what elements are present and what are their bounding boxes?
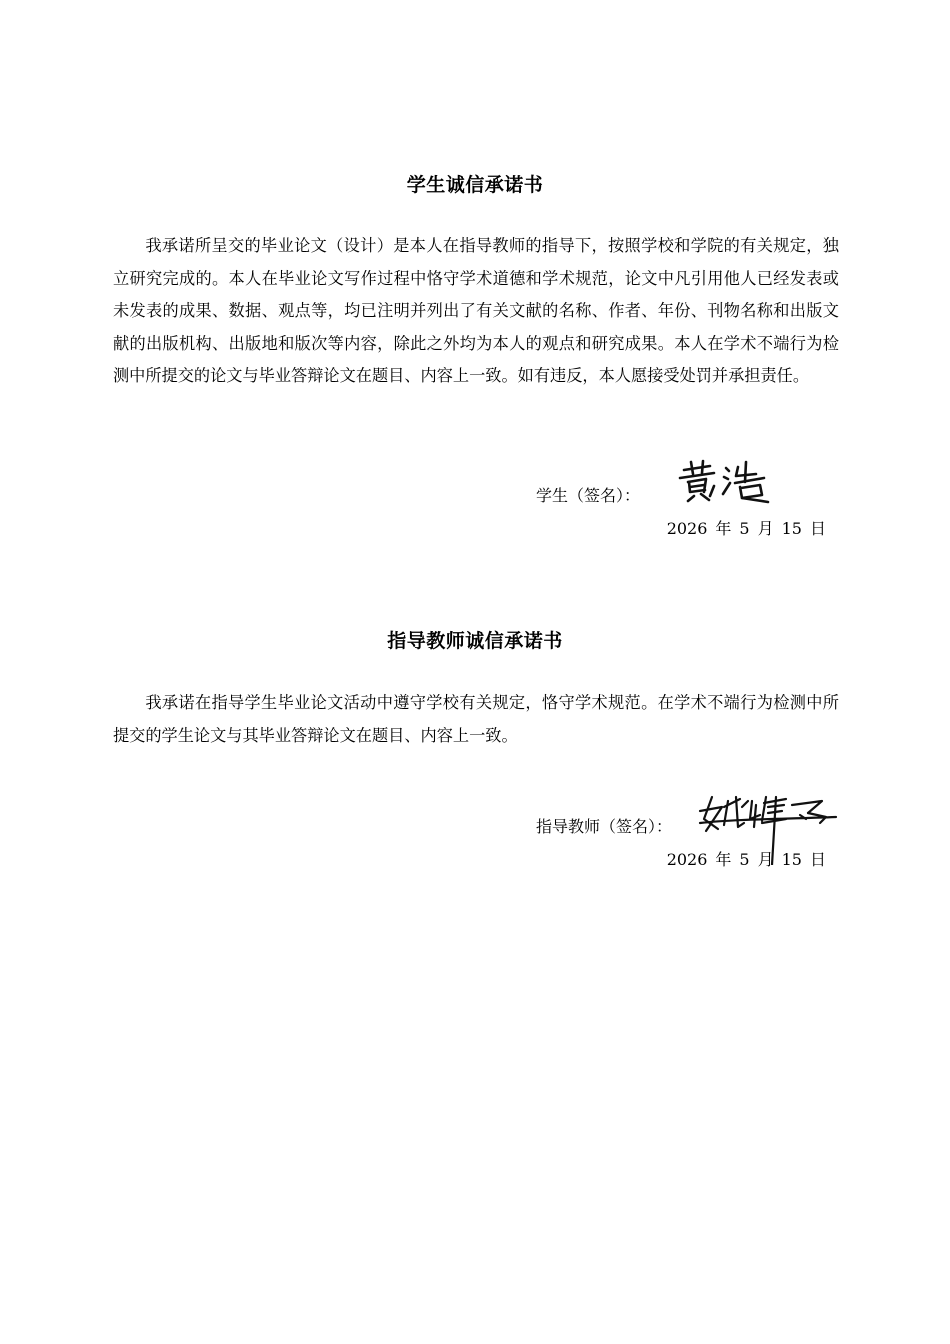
- advisor-date-day-unit: 日: [809, 850, 826, 869]
- advisor-pledge-title: 指导教师诚信承诺书: [387, 630, 563, 652]
- student-date-day-unit: 日: [809, 519, 826, 538]
- student-handwritten-signature: [676, 458, 780, 504]
- student-date-month: 5: [739, 519, 750, 538]
- advisor-date-day: 15: [781, 850, 802, 869]
- student-date-month-unit: 月: [757, 519, 774, 538]
- advisor-signature-label: 指导教师（签名）：: [536, 817, 673, 836]
- advisor-date-year: 2026: [666, 850, 708, 869]
- student-date-year-unit: 年: [715, 519, 732, 538]
- student-date-day: 15: [781, 519, 802, 538]
- student-signature-label: 学生（签名）：: [536, 486, 641, 505]
- advisor-date-month: 5: [739, 850, 750, 869]
- advisor-pledge-body: 我承诺在指导学生毕业论文活动中遵守学校有关规定，恪守学术规范。在学术不端行为检测中所提交的学生论文与其毕业答辩论文在题目、内容上一致。: [113, 693, 839, 745]
- advisor-date-year-unit: 年: [715, 850, 732, 869]
- student-date-year: 2026: [666, 519, 708, 538]
- advisor-date-month-unit: 月: [757, 850, 774, 869]
- student-pledge-title: 学生诚信承诺书: [406, 174, 544, 196]
- student-pledge-date: [663, 516, 830, 539]
- advisor-pledge-date: [663, 847, 830, 870]
- student-pledge-body: 我承诺所呈交的毕业论文（设计）是本人在指导教师的指导下，按照学校和学院的有关规定，独立研究完成的。本人在毕业论文写作过程中恪守学术道德和学术规范，论文中凡引用他人已经发表或未发表的成果、数据、观点等，均已注明并列出了有关文献的名称、作者、年份、刊物名称和出版文献的出版机构、出版地和版次等内容，除此之外均为本人的观点和研究成果。本人在学术不端行为检测中所提交的论文与毕业答辩论文在题目、内容上一致。如有违反，本人愿接受处罚并承担责任。: [113, 236, 839, 386]
